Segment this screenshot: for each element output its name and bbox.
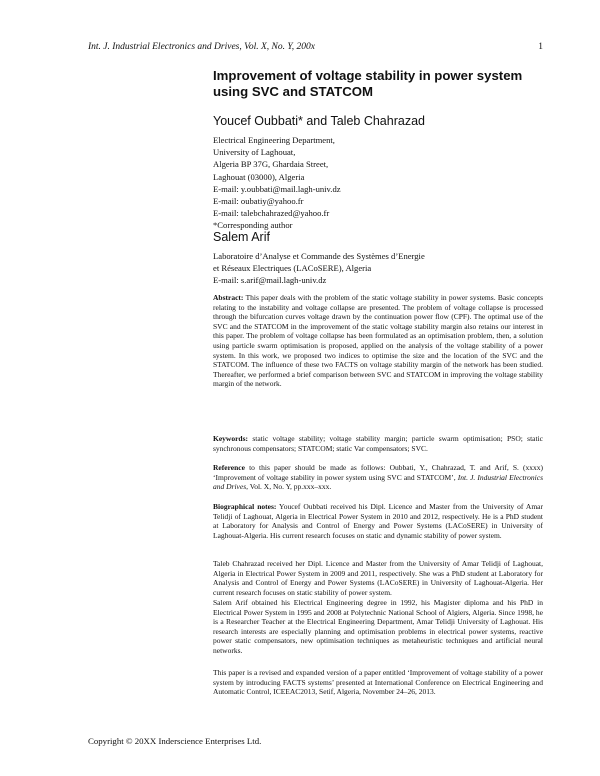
paper-title [213,68,543,99]
affiliation-line: Laboratoire d’Analyse et Commande des Systèmes d’Energie [213,251,425,261]
reference-tail: , Vol. X, No. Y, pp.xxx–xxx. [246,482,332,492]
email-line: E-mail: s.arif@mail.lagh-univ.dz [213,275,327,286]
keywords-text: static voltage stability; voltage stability margin; particle swarm optimisation; PSO; static synchronous compensators; STATCOM; static Var compensators; SVC. [213,434,544,453]
affiliation-line: Laghouat (03000), Algeria [213,171,305,182]
email-line: E-mail: y.oubbati@mail.lagh-univ.dz [213,183,341,194]
affiliation-line: et Réseaux Electriques (LACoSERE), Algeria [213,263,372,274]
bio-paragraph-3 [213,598,543,656]
bio-paragraph-2 [213,559,543,597]
bio-text-2: Taleb Chahrazad received her Dipl. Licence and Master from the University of Amar Telidji of Laghouat, Algeria in Electrical Power System in 2009 and 2011, respectively. She was a PhD student at Laboratory for Analysis and Control of Energy and Power Systems (LACoSERE) in University of Laghouat-Algeria. Her current research focuses on static stability of power system. [213,559,543,597]
page-number: 1 [538,42,543,52]
affiliation-line: Electrical Engineering Department, [213,135,335,145]
keywords-paragraph [213,434,543,453]
journal-citation: Int. J. Industrial Electronics and Drives, Vol. X, No. Y, 200x [88,42,316,52]
abstract-text: This paper deals with the problem of the static voltage stability in power systems. Basic concepts relating to the instability and voltage collapse are presented. The problem of voltage collapse is processed through the bifurcation curves voltage drawn by the continuation power flow (CPF). The optimal use of the SVC and the STATCOM in the improvement of the static voltage stability margin also retains our interest in this paper. The problem of voltage collapse has been formulated as an optimisation problem, then, a solution using particle swarm optimisation is proposed, applied on the analysis of the voltage stability of a power system. In this work, we proposed two indices to optimise the size and the location of the SVC and the STATCOM. The influence of these two FACTS on voltage stability margin of the network has been studied. Thereafter, we performed a brief comparison between SVC and STATCOM in improving the voltage stability margin of the network. [213,293,543,389]
revision-note-text: This paper is a revised and expanded version of a paper entitled ‘Improvement of voltage stability of a power system by introducing FACTS systems’ presented at International Conference on Electrical Engineering and Automatic Control, ICEEAC2013, Setif, Algeria, November 24–26, 2013. [213,668,543,697]
title-line-1: Improvement of voltage stability in power system [213,68,523,83]
keywords-label: Keywords: [213,434,248,443]
reference-paragraph [213,463,543,492]
email-line: E-mail: talebchahrazed@yahoo.fr [213,208,330,219]
bio-text-3: Salem Arif obtained his Electrical Engineering degree in 1992, his Magister diploma and his PhD in Electrical Power System in 1995 and 2008 at Polytechnic National School of Algiers, Algeria. Since 1998, he is a Researcher Teacher at the Electrical Engineering Department, Amar Telidji University of Laghouat. His research interests are especially planning and optimisation problems in electrical power systems, reactive power static compensators, new optimisation techniques as metaheuristic techniques and artificial neural networks. [213,598,543,655]
reference-label: Reference [213,463,245,472]
running-head [88,42,543,52]
bio-label: Biographical notes: [213,502,277,511]
reference-text: to this paper should be made as follows: Oubbati, Y., Chahrazad, T. and Arif, S. (xxxx) ‘Improvement of voltage stability in power system using SVC and STATCOM’, [213,463,543,482]
affiliation-line: Algeria BP 37G, Ghardaia Street, [213,159,329,170]
abstract-paragraph [213,293,543,389]
title-line-2: using SVC and STATCOM [213,83,373,99]
email-line: E-mail: oubatiy@yahoo.fr [213,196,304,207]
bio-paragraph-1 [213,502,543,540]
affiliation-block-2 [213,250,543,287]
author-names-2: Salem Arif [213,230,270,244]
reference-journal: Int. J. Industrial Electronics and Drives [213,472,544,492]
revision-note [213,668,543,697]
copyright-footer: Copyright © 20XX Inderscience Enterprises Ltd. [88,736,262,746]
corresponding-author-note: *Corresponding author [213,220,293,231]
affiliation-block-1 [213,134,543,232]
author-names-1: Youcef Oubbati* and Taleb Chahrazad [213,114,425,128]
bio-text-1: Youcef Oubbati received his Dipl. Licence and Master from the University of Amar Telidji of Laghouat, Algeria in Electrical Power System in 2010 and 2012, respectively. He is a PhD student at Laboratory for Analysis and Control of Energy and Power Systems (LACoSERE) in University of Laghouat-Algeria. His current research focuses on static and dynamic stability of power system. [213,502,543,540]
abstract-label: Abstract: [213,293,244,302]
affiliation-line: University of Laghouat, [213,147,296,158]
